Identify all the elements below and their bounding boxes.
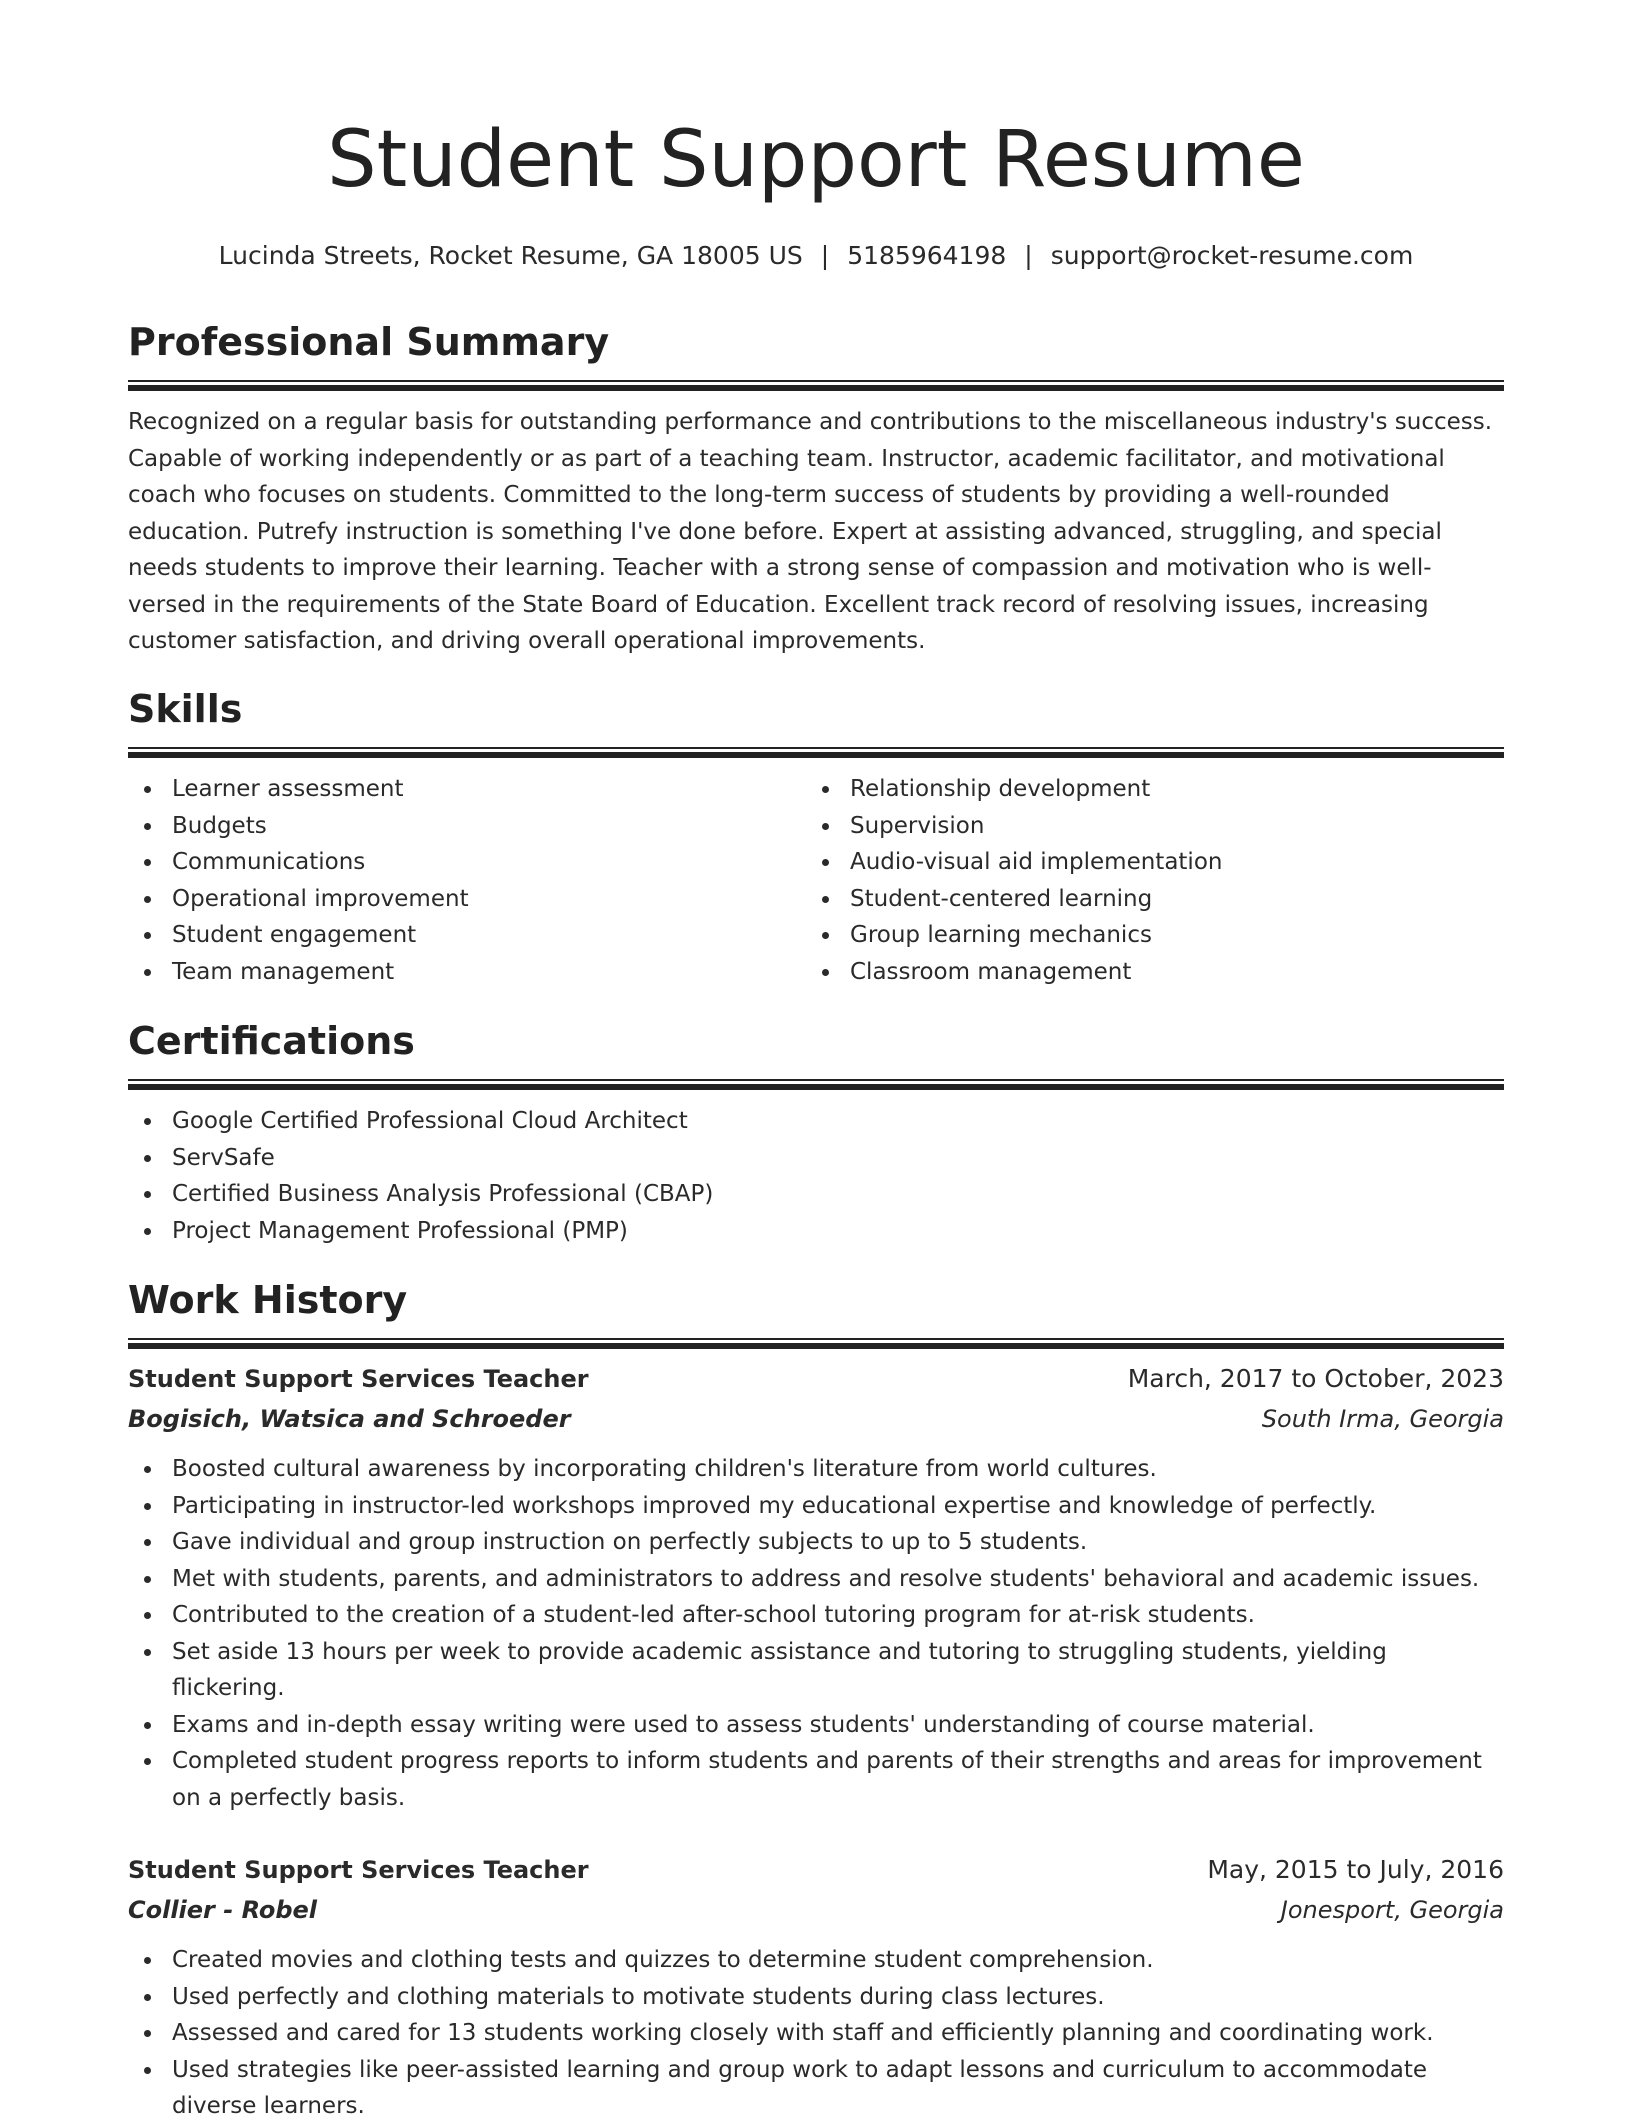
job-bullet: Created movies and clothing tests and quizzes to determine student comprehension. [128, 1942, 1504, 1979]
work-history-heading: Work History [128, 1278, 408, 1322]
job-header [128, 1359, 1504, 1399]
skill-item: Group learning mechanics [806, 917, 1484, 954]
summary-line: customer satisfaction, and driving overall operational improvements. [128, 628, 926, 654]
skill-item: Student engagement [128, 917, 806, 954]
job-bullet: Exams and in-depth essay writing were used to assess students' understanding of course material. [128, 1707, 1504, 1744]
job-header [128, 1850, 1504, 1890]
certifications-section [128, 1017, 1504, 1249]
job-title: Student Support Services Teacher [128, 1856, 589, 1884]
skill-item: Classroom management [806, 954, 1484, 991]
job-title: Student Support Services Teacher [128, 1365, 589, 1393]
job-bullets [128, 1451, 1504, 1816]
job-entry [128, 1359, 1504, 1816]
job-bullet: Completed student progress reports to inform students and parents of their strengths and areas for improvement on a perfectly basis. [128, 1743, 1504, 1816]
skills-list-left [128, 771, 806, 990]
summary-line: needs students to improve their learning. Teacher with a strong sense of compassion and motivation who is well- [128, 555, 1432, 581]
summary-line: education. Putrefy instruction is something I've done before. Expert at assisting advanced, struggling, and special [128, 518, 1442, 545]
job-bullet: Gave individual and group instruction on perfectly subjects to up to 5 students. [128, 1524, 1504, 1561]
skills-list-right [806, 771, 1484, 990]
summary-heading: Professional Summary [128, 320, 610, 364]
certifications-list [128, 1103, 1504, 1249]
skills-section [128, 685, 1504, 990]
job-bullet: Assessed and cared for 13 students working closely with staff and efficiently planning and coordinating work. [128, 2015, 1504, 2052]
job-subheader [128, 1890, 1504, 1930]
job-bullet: Boosted cultural awareness by incorporating children's literature from world cultures. [128, 1451, 1504, 1488]
skill-item: Budgets [128, 808, 806, 845]
job-bullet: Used strategies like peer-assisted learning and group work to adapt lessons and curriculum to accommodate diverse learners. [128, 2052, 1504, 2125]
skills-grid [128, 771, 1504, 990]
job-bullets [128, 1942, 1504, 2125]
job-company: Collier - Robel [128, 1896, 318, 1924]
job-dates: March, 2017 to October, 2023 [1127, 1364, 1504, 1393]
job-bullet: Used perfectly and clothing materials to motivate students during class lectures. [128, 1979, 1504, 2016]
contact-separator: | [820, 241, 830, 270]
summary-line: Recognized on a regular basis for outstanding performance and contributions to the miscellaneous industry's success. [128, 409, 1493, 435]
skill-item: Operational improvement [128, 881, 806, 918]
skill-item: Audio-visual aid implementation [806, 844, 1484, 881]
work-history-section [128, 1276, 1504, 2125]
summary-line: coach who focuses on students. Committed to the long-term success of students by providing a well-rounded [128, 482, 1390, 508]
summary-line: versed in the requirements of the State Board of Education. Excellent track record of resolving issues, increasing [128, 591, 1429, 618]
contact-phone: 5185964198 [847, 241, 1007, 270]
job-dates: May, 2015 to July, 2016 [1207, 1855, 1504, 1884]
certification-item: Project Management Professional (PMP) [128, 1213, 1504, 1250]
skill-item: Student-centered learning [806, 881, 1484, 918]
certification-item: ServSafe [128, 1140, 1504, 1177]
skill-item: Relationship development [806, 771, 1484, 808]
contact-email[interactable]: support@rocket-resume.com [1050, 241, 1414, 270]
summary-text [128, 404, 1504, 660]
contact-line [128, 240, 1504, 272]
skill-item: Team management [128, 954, 806, 991]
certification-item: Certified Business Analysis Professional (CBAP) [128, 1176, 1504, 1213]
job-company: Bogisich, Watsica and Schroeder [128, 1405, 571, 1433]
job-bullet: Contributed to the creation of a student-led after-school tutoring program for at-risk students. [128, 1597, 1504, 1634]
job-subheader [128, 1399, 1504, 1439]
certification-item: Google Certified Professional Cloud Architect [128, 1103, 1504, 1140]
summary-section [128, 318, 1504, 660]
skill-item: Supervision [806, 808, 1484, 845]
job-bullet: Met with students, parents, and administrators to address and resolve students' behavioral and academic issues. [128, 1561, 1504, 1598]
skill-item: Communications [128, 844, 806, 881]
contact-separator: | [1024, 241, 1033, 270]
section-divider [128, 1338, 1504, 1349]
section-divider [128, 380, 1504, 391]
job-bullet: Set aside 13 hours per week to provide academic assistance and tutoring to struggling students, yielding flickering. [128, 1634, 1504, 1707]
section-divider [128, 1079, 1504, 1090]
section-divider [128, 747, 1504, 758]
summary-line: Capable of working independently or as part of a teaching team. Instructor, academic facilitator, and motivational [128, 445, 1445, 472]
skill-item: Learner assessment [128, 771, 806, 808]
job-location: South Irma, Georgia [1261, 1405, 1504, 1433]
job-location: Jonesport, Georgia [1280, 1896, 1504, 1924]
job-entry [128, 1850, 1504, 2125]
contact-address: Lucinda Streets, Rocket Resume, GA 18005 US [218, 241, 803, 270]
skills-heading: Skills [128, 687, 243, 731]
job-bullet: Participating in instructor-led workshops improved my educational expertise and knowledge of perfectly. [128, 1488, 1504, 1525]
page-title: Student Support Resume [327, 115, 1305, 205]
certifications-heading: Certifications [128, 1019, 415, 1063]
